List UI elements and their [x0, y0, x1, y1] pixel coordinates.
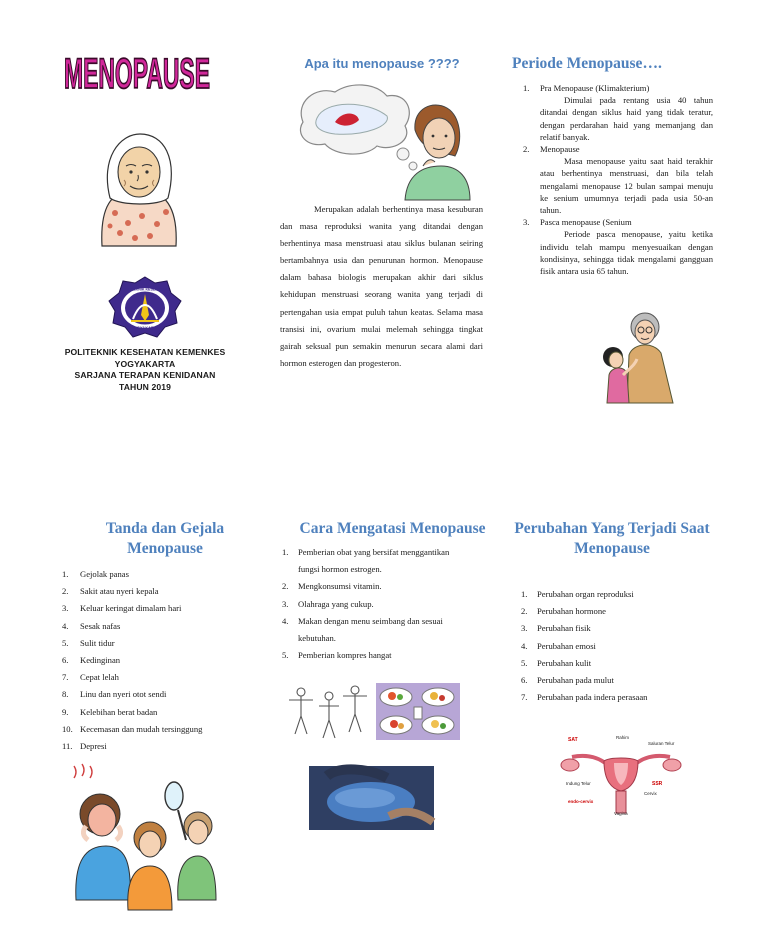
what-is-body — [280, 201, 483, 372]
period-description: Dimulai pada rentang usia 40 tahun ditandai dengan siklus haid yang tidak teratur, dengan perdarahan haid yang memanjang dan relatif banyak. — [540, 95, 713, 142]
period-name: Menopause — [540, 144, 580, 155]
change-item — [521, 689, 721, 706]
female-reproductive-system-diagram — [552, 731, 690, 817]
institution-line-4: TAHUN 2019 — [119, 381, 171, 392]
change-number: 7. — [521, 692, 528, 703]
symptom-text: Kedinginan — [80, 655, 121, 666]
symptoms-list — [62, 566, 272, 755]
distressed-women-mirror-illustration — [68, 760, 218, 910]
symptom-number: 10. — [62, 723, 73, 734]
symptom-number: 6. — [62, 655, 69, 666]
change-text: Perubahan kulit — [537, 657, 592, 668]
symptom-item — [62, 704, 272, 721]
change-number: 4. — [521, 640, 528, 651]
label-vagina: Vagina — [614, 811, 628, 816]
coping-number: 4. — [282, 615, 289, 626]
change-item — [521, 586, 721, 603]
change-text: Perubahan pada mulut — [537, 675, 614, 686]
symptom-item — [62, 721, 272, 738]
change-text: Perubahan fisik — [537, 623, 591, 634]
label-indung-telur: Indung Telur — [566, 781, 591, 786]
coping-item — [282, 647, 484, 664]
change-item — [521, 603, 721, 620]
changes-list — [521, 586, 721, 706]
symptom-text: Gejolak panas — [80, 569, 129, 579]
symptom-number: 8. — [62, 689, 69, 700]
symptom-text: Kelebihan berat badan — [80, 706, 158, 717]
coping-text-line-2: fungsi hormon estrogen. — [298, 564, 382, 575]
period-name: Pra Menopause (Klimakterium) — [540, 83, 650, 93]
symptoms-heading-line-1: Tanda dan Gejala — [105, 520, 225, 537]
symptoms-heading-line-2: Menopause — [127, 540, 203, 557]
symptom-text: Cepat lelah — [80, 672, 119, 683]
coping-number: 3. — [282, 598, 289, 609]
symptom-text: Keluar keringat dimalam hari — [80, 603, 182, 614]
period-number: 1. — [523, 83, 530, 93]
periods-list — [513, 82, 713, 277]
coping-text-line-1: Mengkonsumsi vitamin. — [298, 581, 382, 592]
coping-item — [282, 578, 484, 595]
coping-list — [282, 544, 484, 664]
change-number: 6. — [521, 675, 528, 686]
thinking-woman-sanitary-pad-illustration — [295, 82, 470, 200]
symptom-number: 9. — [62, 706, 69, 717]
what-is-paragraph: Merupakan adalah berhentinya masa kesuburan dan masa reproduksi wanita yang ditandai dengan berhentinya masa menstruasi atau siklus bulanan seiring bertambahnya usia dan penurunan hormon. Menopause dalam bahasa biologis merupakan akhir dari siklus kehidupan menstruasi seorang wanita yang terjadi di pertengahan usia empat puluh tahun keatas. Selama masa transisi ini, ovarium mulai melemah sehingga tingkat gairah seksual pun semakin menurun secara alami dari hormon esterogen dan progesteron. — [280, 204, 483, 368]
symptom-item — [62, 635, 272, 652]
coping-number: 2. — [282, 581, 289, 592]
change-text: Perubahan hormone — [537, 606, 606, 617]
symptoms-heading — [60, 519, 270, 559]
label-rahim: Rahim — [616, 735, 630, 740]
label-sat: SAT — [568, 737, 578, 743]
symptom-text: Linu dan nyeri otot sendi — [80, 689, 167, 700]
elderly-woman-hijab-illustration — [80, 128, 198, 246]
warm-compress-photo — [309, 766, 434, 830]
coping-heading: Cara Mengatasi Menopause — [299, 520, 486, 537]
symptom-item — [62, 618, 272, 635]
what-is-heading: Apa itu menopause ???? — [304, 56, 460, 71]
institution-line-1: POLITEKNIK KESEHATAN KEMENKES — [64, 347, 226, 357]
symptom-text: Kecemasan dan mudah tersinggung — [80, 723, 203, 734]
label-endo-cervix: endo-cervix — [568, 799, 594, 804]
period-description: Masa menopause yaitu saat haid terakhir atau berhentinya menstruasi, dan bila telah mengalami menopause 12 bulan sampai menuju ke senium umumnya terjadi pada usia 50-an tahun. — [540, 156, 713, 216]
menopause-title-logo — [62, 48, 212, 96]
period-number: 2. — [523, 144, 530, 155]
symptom-number: 1. — [62, 569, 69, 579]
coping-item — [282, 596, 484, 613]
period-description: Periode pasca menopause, yaitu ketika individu telah mampu menyesuaikan dengan kondisinya, sehingga tidak mengalami gangguan fisik antara usia 65 tahun. — [540, 229, 713, 277]
symptom-item — [62, 652, 272, 669]
change-number: 5. — [521, 657, 528, 668]
period-item — [513, 216, 713, 277]
coping-text-line-1: Olahraga yang cukup. — [298, 598, 374, 609]
change-item — [521, 620, 721, 637]
period-number: 3. — [523, 217, 530, 228]
coping-item — [282, 544, 484, 578]
change-number: 3. — [521, 623, 528, 634]
symptom-number: 7. — [62, 672, 69, 683]
symptom-text: Sakit atau nyeri kepala — [80, 586, 159, 597]
coping-text-line-1: Makan dengan menu seimbang dan sesuai — [298, 615, 443, 626]
label-saluran-telur: Saluran Telur — [648, 741, 675, 746]
coping-item — [282, 613, 484, 647]
change-text: Perubahan organ reproduksi — [537, 589, 634, 599]
coping-text-line-2: kebutuhan. — [298, 633, 336, 644]
changes-heading-line-2: Menopause — [574, 540, 650, 557]
coping-number: 1. — [282, 547, 289, 557]
institution-block — [56, 347, 234, 393]
symptom-number: 3. — [62, 603, 69, 614]
symptom-text: Sesak nafas — [80, 620, 121, 631]
emblem-ring-top: POLITEKNIK KESEHATAN — [122, 287, 168, 292]
institution-line-3: SARJANA TERAPAN KENIDANAN — [74, 370, 216, 380]
symptom-item — [62, 566, 272, 583]
symptom-item — [62, 686, 272, 703]
change-number: 1. — [521, 589, 528, 599]
changes-heading-line-1: Perubahan Yang Terjadi Saat — [514, 520, 710, 537]
grandmother-and-child-illustration — [583, 305, 675, 403]
period-item — [513, 82, 713, 143]
change-item — [521, 672, 721, 689]
polytechnic-emblem-logo — [105, 275, 185, 341]
change-item — [521, 638, 721, 655]
label-ssr: SSR — [652, 781, 663, 787]
symptom-number: 4. — [62, 620, 69, 631]
symptom-number: 11. — [62, 741, 73, 752]
change-item — [521, 655, 721, 672]
periods-heading: Periode Menopause…. — [512, 55, 662, 72]
symptom-text: Depresi — [80, 741, 107, 752]
symptom-item — [62, 583, 272, 600]
exercise-poses-illustration — [285, 682, 373, 740]
coping-text-line-1: Pemberian obat yang bersifat menggantikan — [298, 547, 450, 557]
institution-line-2: YOGYAKARTA — [114, 358, 176, 369]
changes-heading — [508, 519, 716, 559]
change-text: Perubahan pada indera perasaan — [537, 692, 648, 703]
label-cervix: Cervix — [644, 791, 657, 796]
symptom-item — [62, 738, 272, 755]
period-name: Pasca menopause (Senium — [540, 217, 632, 228]
change-text: Perubahan emosi — [537, 640, 596, 651]
symptom-text: Sulit tidur — [80, 637, 115, 648]
period-item — [513, 143, 713, 216]
symptom-item — [62, 600, 272, 617]
title-text: MENOPAUSE — [64, 50, 211, 98]
coping-text-line-1: Pemberian kompres hangat — [298, 650, 392, 661]
emblem-ring-bottom: YOGYAKARTA — [131, 325, 159, 330]
symptom-number: 2. — [62, 586, 69, 597]
coping-number: 5. — [282, 650, 289, 661]
change-number: 2. — [521, 606, 528, 617]
symptom-number: 5. — [62, 637, 69, 648]
symptom-item — [62, 669, 272, 686]
balanced-meals-illustration — [376, 683, 460, 740]
